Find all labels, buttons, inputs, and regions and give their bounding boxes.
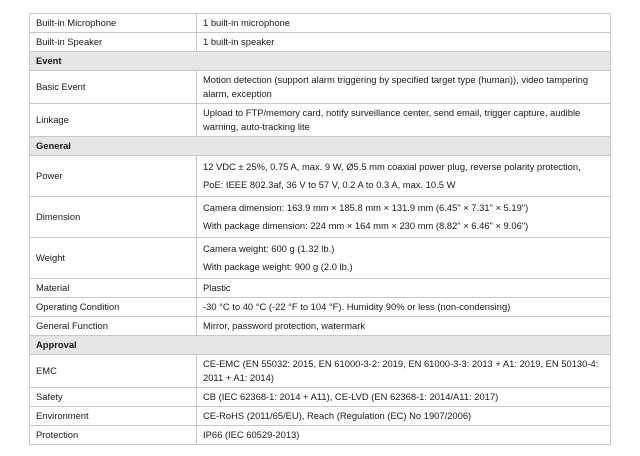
spec-value: CB (IEC 62368-1: 2014 + A11), CE-LVD (EN 62368-1: 2014/A11: 2017) [203, 391, 499, 402]
spec-row [30, 355, 611, 388]
spec-value: CE-RoHS (2011/65/EU), Reach (Regulation (EC) No 1907/2006) [203, 410, 472, 421]
spec-value-cell [197, 104, 611, 137]
spec-label: Built-in Speaker [30, 33, 197, 52]
spec-value: Motion detection (support alarm triggering by specified target type (human)), video tampering alarm, exception [203, 74, 589, 99]
spec-row [30, 197, 611, 238]
spec-label: Basic Event [30, 71, 197, 104]
spec-label: Environment [30, 407, 197, 426]
spec-value-cell [197, 355, 611, 388]
section-title: Approval [30, 336, 611, 355]
spec-value: Mirror, password protection, watermark [203, 320, 366, 331]
spec-value-cell [197, 156, 611, 197]
spec-value: Camera dimension: 163.9 mm × 185.8 mm × 131.9 mm (6.45" × 7.31" × 5.19") [203, 202, 529, 213]
spec-label: Dimension [30, 197, 197, 238]
spec-label: Protection [30, 426, 197, 445]
spec-value: -30 °C to 40 °C (-22 °F to 104 °F). Humidity 90% or less (non-condensing) [203, 301, 511, 312]
spec-row [30, 388, 611, 407]
spec-value-cell [197, 71, 611, 104]
spec-row [30, 156, 611, 197]
spec-value-cell [197, 238, 611, 279]
spec-table [29, 13, 611, 445]
section-header-row [30, 137, 611, 156]
spec-row [30, 317, 611, 336]
spec-value: Upload to FTP/memory card, notify surveillance center, send email, trigger capture, audible warning, auto-tracking lite [203, 107, 581, 132]
spec-row [30, 279, 611, 298]
spec-row [30, 33, 611, 52]
section-header-row [30, 336, 611, 355]
spec-value: With package weight: 900 g (2.0 lb.) [203, 261, 353, 272]
spec-value: CE-EMC (EN 55032: 2015, EN 61000-3-2: 2019, EN 61000-3-3: 2013 + A1: 2019, EN 50130-4: 2011 + A1: 2014) [203, 358, 599, 383]
spec-value-cell [197, 14, 611, 33]
spec-row [30, 298, 611, 317]
spec-value: Plastic [203, 282, 231, 293]
spec-row [30, 14, 611, 33]
spec-value-cell [197, 298, 611, 317]
spec-label: Weight [30, 238, 197, 279]
spec-value: PoE: IEEE 802.3af, 36 V to 57 V, 0.2 A to 0.3 A, max. 10.5 W [203, 179, 456, 190]
spec-value-cell [197, 279, 611, 298]
spec-label: Power [30, 156, 197, 197]
spec-row [30, 71, 611, 104]
spec-label: EMC [30, 355, 197, 388]
spec-label: Built-in Microphone [30, 14, 197, 33]
spec-row [30, 238, 611, 279]
spec-label: Safety [30, 388, 197, 407]
spec-row [30, 407, 611, 426]
spec-table-body [30, 14, 611, 445]
spec-value-cell [197, 33, 611, 52]
section-title: General [30, 137, 611, 156]
spec-label: Material [30, 279, 197, 298]
spec-value: IP66 (IEC 60529-2013) [203, 429, 300, 440]
section-header-row [30, 52, 611, 71]
spec-value-cell [197, 388, 611, 407]
spec-value-cell [197, 317, 611, 336]
spec-label: Operating Condition [30, 298, 197, 317]
section-title: Event [30, 52, 611, 71]
spec-label: General Function [30, 317, 197, 336]
spec-value: With package dimension: 224 mm × 164 mm × 230 mm (8.82" × 6.46" × 9.06") [203, 220, 529, 231]
spec-value-cell [197, 426, 611, 445]
spec-row [30, 426, 611, 445]
spec-value: 1 built-in speaker [203, 36, 275, 47]
spec-value: Camera weight: 600 g (1.32 lb.) [203, 243, 335, 254]
spec-row [30, 104, 611, 137]
spec-label: Linkage [30, 104, 197, 137]
spec-value: 1 built-in microphone [203, 17, 291, 28]
spec-value-cell [197, 197, 611, 238]
spec-value-cell [197, 407, 611, 426]
spec-value: 12 VDC ± 25%, 0.75 A, max. 9 W, Ø5.5 mm coaxial power plug, reverse polarity protection, [203, 161, 581, 172]
